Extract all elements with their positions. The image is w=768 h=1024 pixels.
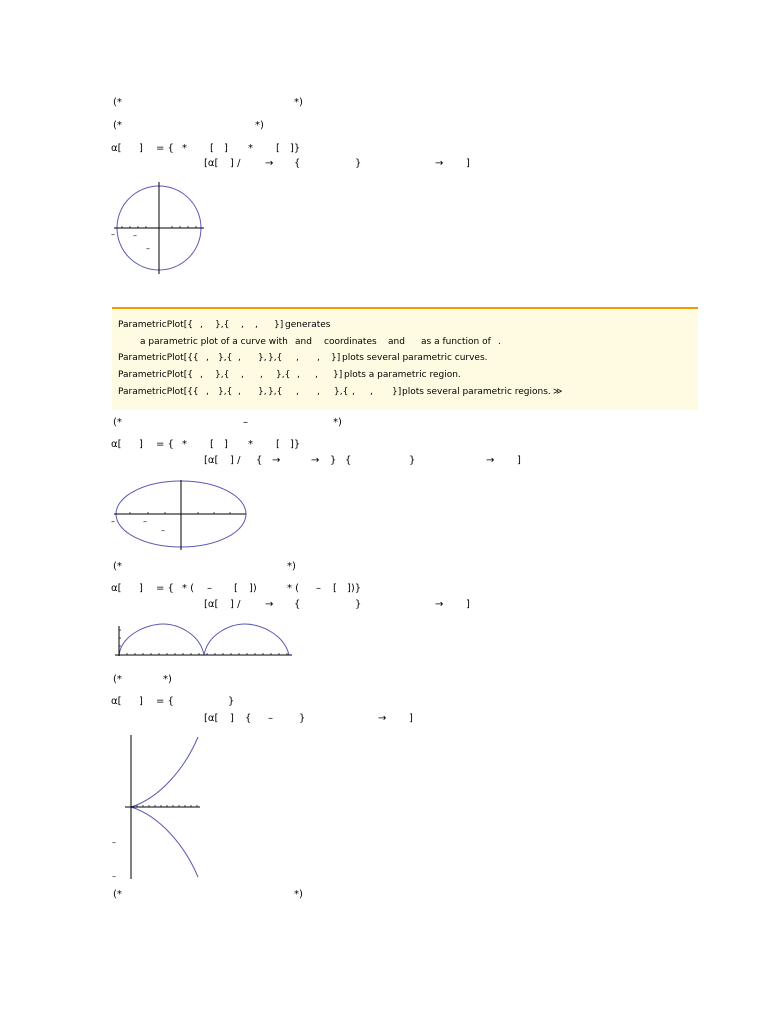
tick-label: –	[146, 244, 150, 253]
code-token: {	[345, 455, 352, 466]
code-token: →	[378, 713, 387, 724]
input-line[interactable]	[0, 438, 768, 452]
usage-line	[112, 385, 698, 399]
usage-token: ParametricPlot[{{	[118, 387, 199, 397]
code-token: ]}	[290, 143, 301, 154]
code-token: {	[294, 158, 301, 169]
code-token: [α[	[204, 158, 219, 169]
input-line[interactable]	[0, 454, 768, 468]
usage-token: ,	[238, 387, 241, 397]
usage-token: ,	[241, 370, 244, 380]
tick-label: –	[133, 231, 137, 240]
usage-token: ,	[317, 387, 320, 397]
cycloid-plot	[112, 620, 296, 658]
usage-token: ,	[315, 370, 318, 380]
input-line[interactable]	[0, 582, 768, 596]
code-token: *	[248, 143, 253, 154]
code-token: →	[435, 158, 444, 169]
comment-open: (*	[113, 417, 122, 428]
comment-close: *)	[255, 120, 264, 131]
usage-token: ,	[200, 320, 203, 330]
usage-token: ,	[241, 320, 244, 330]
code-token: *	[182, 439, 187, 450]
x-ticks	[127, 653, 287, 655]
input-line[interactable]	[0, 598, 768, 612]
code-token: ]	[139, 696, 143, 707]
comment-token: –	[243, 417, 248, 428]
code-token: [	[234, 583, 238, 594]
usage-token: },{	[215, 370, 230, 380]
usage-token: ParametricPlot[{{	[118, 353, 199, 363]
usage-token: plots several parametric curves.	[342, 353, 488, 363]
usage-line	[112, 318, 698, 332]
code-token: ]	[224, 143, 228, 154]
more-info-link[interactable]: ≫	[553, 387, 563, 397]
comment-close: *)	[294, 97, 303, 108]
comment-line	[0, 96, 768, 110]
comment-open: (*	[113, 674, 122, 685]
code-token: ] /	[230, 455, 241, 466]
code-token: α[	[111, 143, 122, 154]
usage-token: and	[388, 337, 405, 347]
code-token: ]	[230, 713, 234, 724]
code-token: * (	[287, 583, 300, 594]
comment-close: *)	[333, 417, 342, 428]
code-token: [	[276, 143, 280, 154]
code-token: [	[210, 143, 214, 154]
input-line[interactable]	[0, 157, 768, 171]
usage-token: },{	[268, 353, 283, 363]
usage-token: },{	[334, 387, 349, 397]
code-token: ]	[466, 599, 470, 610]
usage-token: ,	[296, 387, 299, 397]
code-token: [α[	[204, 713, 219, 724]
code-token: }	[330, 455, 337, 466]
usage-token: ,	[206, 387, 209, 397]
tick-label: –	[112, 838, 116, 847]
usage-token: as a function of	[421, 337, 491, 347]
tick-label: –	[143, 517, 147, 526]
usage-token: ParametricPlot[{	[118, 320, 193, 330]
code-token: ]	[139, 143, 143, 154]
usage-token: plots a parametric region.	[344, 370, 461, 380]
usage-line	[112, 335, 698, 349]
code-token: ]	[139, 583, 143, 594]
code-token: –	[268, 713, 273, 724]
usage-token: generates	[285, 320, 331, 330]
code-token: }	[409, 455, 416, 466]
usage-token: },	[258, 353, 267, 363]
usage-token: }]	[274, 320, 284, 330]
code-token: –	[207, 583, 212, 594]
usage-token: ,	[352, 387, 355, 397]
comment-open: (*	[113, 889, 122, 900]
code-token: →	[272, 455, 281, 466]
code-token: = {	[156, 143, 174, 154]
code-token: ])}	[347, 583, 362, 594]
code-token: [α[	[204, 599, 219, 610]
code-token: →	[265, 158, 274, 169]
code-token: }	[355, 158, 362, 169]
code-token: }	[299, 713, 306, 724]
code-token: [	[210, 439, 214, 450]
usage-token: }]	[392, 387, 402, 397]
code-token: α[	[111, 583, 122, 594]
curve-cycloid	[119, 624, 289, 655]
comment-line	[0, 673, 768, 687]
code-token: α[	[111, 439, 122, 450]
comment-line	[0, 119, 768, 133]
usage-token: ,	[317, 353, 320, 363]
usage-box	[112, 307, 698, 410]
usage-token: ,	[297, 370, 300, 380]
code-token: ]	[517, 455, 521, 466]
tick-label: –	[111, 517, 115, 526]
code-token: →	[435, 599, 444, 610]
curve-upper-branch	[131, 737, 198, 807]
comment-line	[0, 888, 768, 902]
usage-token: and	[295, 337, 312, 347]
code-token: →	[486, 455, 495, 466]
usage-token: ,	[260, 370, 263, 380]
usage-line	[112, 368, 698, 382]
usage-token: },{	[218, 387, 233, 397]
usage-token: ,	[296, 353, 299, 363]
code-token: }	[228, 696, 235, 707]
curve-lower-branch	[131, 807, 198, 877]
tick-label: –	[161, 526, 165, 535]
input-line[interactable]	[0, 695, 768, 709]
code-token: [	[333, 583, 337, 594]
code-token: ] /	[230, 599, 241, 610]
code-token: ]}	[290, 439, 301, 450]
usage-token: plots several parametric regions.	[402, 387, 551, 397]
usage-token: ParametricPlot[{	[118, 370, 193, 380]
usage-token: },{	[276, 370, 291, 380]
code-token: = {	[156, 439, 174, 450]
comment-open: (*	[113, 97, 122, 108]
usage-token: coordinates	[324, 337, 377, 347]
usage-token: ,	[238, 353, 241, 363]
code-token: –	[316, 583, 321, 594]
comment-open: (*	[113, 561, 122, 572]
usage-token: ,	[200, 370, 203, 380]
code-token: α[	[111, 696, 122, 707]
code-token: {	[245, 713, 252, 724]
comment-open: (*	[113, 120, 122, 131]
usage-token: },{	[215, 320, 230, 330]
code-token: = {	[156, 696, 174, 707]
cusp-plot	[110, 733, 206, 883]
usage-token: },{	[268, 387, 283, 397]
code-token: ])	[249, 583, 257, 594]
usage-token: a parametric plot of a curve with	[140, 337, 288, 347]
usage-token: }]	[333, 370, 343, 380]
code-token: {	[256, 455, 263, 466]
comment-close: *)	[294, 889, 303, 900]
code-token: [α[	[204, 455, 219, 466]
comment-line	[0, 416, 768, 430]
usage-token: ,	[370, 387, 373, 397]
input-line[interactable]	[0, 142, 768, 156]
comment-close: *)	[163, 674, 172, 685]
tick-label: –	[112, 872, 116, 881]
code-token: *	[248, 439, 253, 450]
usage-token: },{	[218, 353, 233, 363]
usage-token: .	[498, 337, 501, 347]
usage-token: ,	[255, 320, 258, 330]
code-token: →	[311, 455, 320, 466]
code-token: {	[294, 599, 301, 610]
comment-line	[0, 560, 768, 574]
code-token: ]	[466, 158, 470, 169]
code-token: ] /	[230, 158, 241, 169]
code-token: }	[355, 599, 362, 610]
circle-plot	[110, 182, 210, 276]
code-token: [	[276, 439, 280, 450]
comment-close: *)	[287, 561, 296, 572]
code-token: *	[182, 143, 187, 154]
usage-line	[112, 351, 698, 365]
ellipse-plot	[110, 478, 250, 552]
usage-token: },	[258, 387, 267, 397]
code-token: ]	[409, 713, 413, 724]
input-line[interactable]	[0, 712, 768, 726]
usage-token: ,	[206, 353, 209, 363]
code-token: ]	[224, 439, 228, 450]
usage-token: }]	[331, 353, 341, 363]
code-token: ]	[139, 439, 143, 450]
tick-label: –	[111, 230, 115, 239]
code-token: →	[265, 599, 274, 610]
code-token: = {	[156, 583, 174, 594]
code-token: * (	[182, 583, 195, 594]
